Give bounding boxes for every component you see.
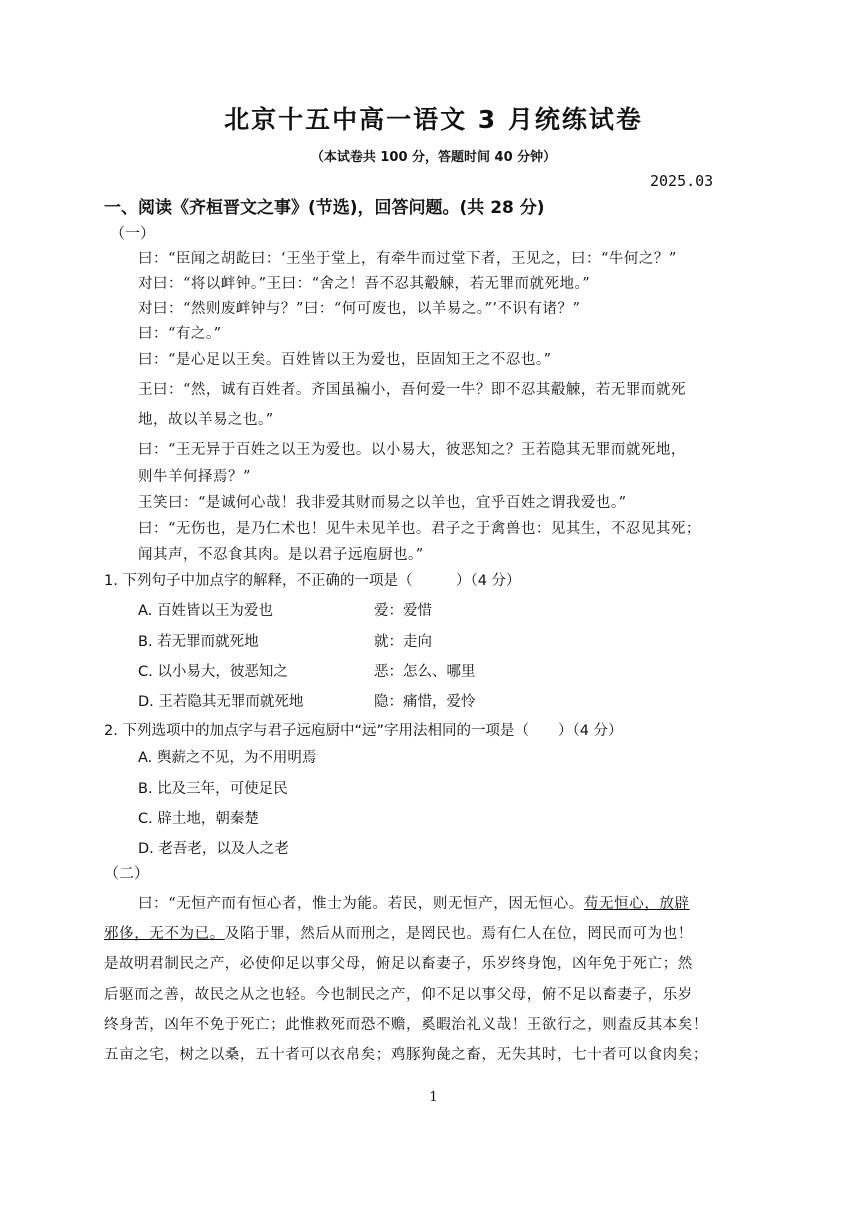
passage2-line: 是故明君制民之产，必使仰足以事父母，俯足以畜妻子，乐岁终身饱，凶年免于死亡；然: [104, 956, 693, 972]
q1-option-c: C. 以小易大，彼恶知之: [138, 664, 288, 680]
passage2-text: 曰：“无恒产而有恒心者，惟士为能。若民，则无恒产，因无恒心。: [138, 896, 584, 912]
passage2-line: 五亩之宅，树之以桑，五十者可以衣帛矣；鸡豚狗彘之畜，无失其时，七十者可以食肉矣；: [104, 1047, 708, 1063]
part-two-label: （二）: [104, 864, 150, 882]
question-2-stem: 2. 下列选项中的加点字与君子远庖厨中“远”字用法相同的一项是（ ）（4 分）: [104, 723, 623, 739]
passage-line: 地，故以羊易之也。”: [138, 412, 274, 428]
q1-option-d: D. 王若隐其无罪而就死地: [138, 694, 304, 710]
passage-line: 则牛羊何择焉？”: [138, 469, 251, 485]
q2-option-b: B. 比及三年，可使足民: [138, 781, 288, 797]
passage2-line: [104, 922, 693, 943]
q1-option-b: B. 若无罪而就死地: [138, 634, 259, 650]
q2-option-c: C. 辟土地，朝秦楚: [138, 811, 259, 827]
q1-option-b-answer: 就：走向: [374, 634, 432, 650]
passage2-text: 及陷于罪，然后从而刑之，是罔民也。焉有仁人在位，罔民而可为也！: [224, 926, 693, 942]
question-1-stem: 1. 下列句子中加点字的解释，不正确的一项是（ ）（4 分）: [104, 573, 521, 589]
exam-subtitle: （本试卷共 100 分，答题时间 40 分钟）: [310, 150, 557, 165]
passage2-line: [138, 892, 690, 913]
passage-line: 曰：“有之。”: [138, 326, 222, 342]
passage-line: 曰：“臣闻之胡龁曰：‘王坐于堂上，有牵牛而过堂下者，王见之，曰：“牛何之？”: [138, 251, 677, 267]
exam-date: 2025.03: [650, 172, 714, 190]
passage-line: 闻其声，不忍食其肉。是以君子远庖厨也。”: [138, 547, 424, 563]
q2-option-a: A. 舆薪之不见，为不用明焉: [138, 750, 317, 766]
passage2-line: 终身苦，凶年不免于死亡；此惟救死而恐不赡，奚暇治礼义哉！王欲行之，则盍反其本矣！: [104, 1017, 708, 1033]
passage2-line: 后驱而之善，故民之从之也轻。今也制民之产，仰不足以事父母，俯不足以畜妻子，乐岁: [104, 987, 693, 1003]
q1-option-c-answer: 恶：怎么、哪里: [374, 664, 476, 680]
passage-line: 曰：“王无异于百姓之以王为爱也。以小易大，彼恶知之？王若隐其无罪而就死地，: [138, 442, 686, 458]
passage-line: 王曰：“然，诚有百姓者。齐国虽褊小，吾何爱一牛？即不忍其觳觫，若无罪而就死: [138, 382, 686, 398]
passage-line: 对曰：“将以衅钟。”王曰：“舍之！吾不忍其觳觫，若无罪而就死地。”: [138, 276, 591, 292]
page-number: 1: [429, 1090, 438, 1105]
passage-line: 王笑曰：“是诚何心哉！我非爱其财而易之以羊也，宜乎百姓之谓我爱也。”: [138, 495, 627, 511]
passage-line: 曰：“是心足以王矣。百姓皆以王为爱也，臣固知王之不忍也。”: [138, 352, 552, 368]
q2-option-d: D. 老吾老，以及人之老: [138, 841, 289, 857]
page-title: 北京十五中高一语文 3 月统练试卷: [224, 105, 643, 134]
section-heading: 一、阅读《齐桓晋文之事》(节选)，回答问题。(共 28 分): [104, 198, 545, 218]
passage-line: 曰：“无伤也，是乃仁术也！见牛未见羊也。君子之于禽兽也：见其生，不忍见其死；: [138, 521, 701, 537]
q1-option-a: A. 百姓皆以王为爱也: [138, 603, 273, 619]
q1-option-d-answer: 隐：痛惜，爱怜: [374, 694, 476, 710]
underlined-sentence: 苟无恒心，放辟: [583, 896, 690, 912]
q1-option-a-answer: 爱：爱惜: [374, 603, 432, 619]
underlined-sentence: 邪侈，无不为已。: [104, 926, 225, 942]
part-one-label: （一）: [110, 224, 156, 242]
passage-line: 对曰：“然则废衅钟与？”曰：“何可废也，以羊易之。”’不识有诸？”: [138, 301, 581, 317]
